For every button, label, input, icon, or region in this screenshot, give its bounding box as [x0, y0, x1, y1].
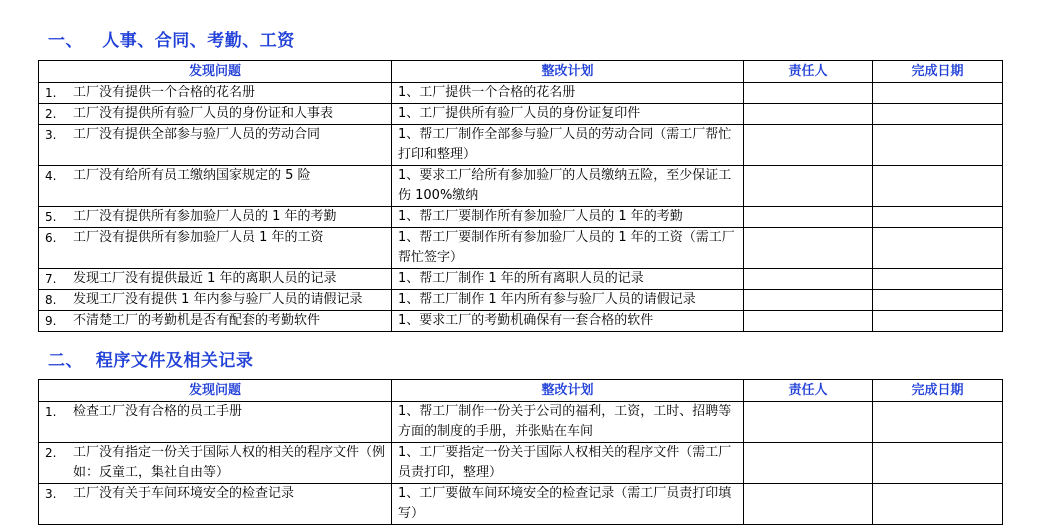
header-plan: 整改计划	[392, 61, 744, 83]
issue-cell	[39, 402, 392, 443]
owner-cell	[744, 207, 873, 228]
row-number: 3.	[45, 487, 57, 501]
owner-cell	[744, 228, 873, 269]
issue-cell	[39, 228, 392, 269]
row-number: 2.	[45, 107, 57, 121]
issue-text: 发现工厂没有提供 1 年内参与验厂人员的请假记录	[73, 292, 363, 307]
table-row	[39, 402, 1003, 443]
owner-cell	[744, 311, 873, 332]
owner-cell	[744, 104, 873, 125]
issues-table-1	[38, 60, 1003, 332]
table-row	[39, 166, 1003, 207]
date-cell	[873, 311, 1003, 332]
table-row	[39, 83, 1003, 104]
date-cell	[873, 125, 1003, 166]
row-number: 5.	[45, 210, 57, 224]
row-number: 1.	[45, 86, 57, 100]
table-row	[39, 207, 1003, 228]
issue-text: 工厂没有提供一个合格的花名册	[73, 85, 256, 100]
date-cell	[873, 443, 1003, 484]
issue-cell	[39, 125, 392, 166]
section-title-2: 二、 程序文件及相关记录	[48, 351, 254, 371]
date-cell	[873, 166, 1003, 207]
issue-cell	[39, 207, 392, 228]
row-number: 7.	[45, 272, 57, 286]
plan-cell: 1、帮工厂制作 1 年内所有参与验厂人员的请假记录	[392, 290, 744, 311]
table-header-row	[39, 380, 1003, 402]
issue-text: 工厂没有提供全部参与验厂人员的劳动合同	[73, 127, 321, 142]
date-cell	[873, 83, 1003, 104]
date-cell	[873, 104, 1003, 125]
plan-cell: 1、帮工厂制作一份关于公司的福利，工资，工时、招聘等方面的制度的手册，并张贴在车间	[392, 402, 744, 443]
plan-cell: 1、工厂提供一个合格的花名册	[392, 83, 744, 104]
issue-cell	[39, 104, 392, 125]
header-date: 完成日期	[873, 380, 1003, 402]
owner-cell	[744, 443, 873, 484]
table-row	[39, 104, 1003, 125]
row-number: 9.	[45, 314, 57, 328]
owner-cell	[744, 269, 873, 290]
header-issue: 发现问题	[39, 380, 392, 402]
row-number: 8.	[45, 293, 57, 307]
header-owner: 责任人	[744, 61, 873, 83]
plan-cell: 1、要求工厂给所有参加验厂的人员缴纳五险，至少保证工伤 100%缴纳	[392, 166, 744, 207]
plan-cell: 1、工厂要做车间环境安全的检查记录（需工厂员责打印填写）	[392, 484, 744, 525]
issues-table-2	[38, 379, 1003, 525]
issue-text: 工厂没有关于车间环境安全的检查记录	[73, 486, 295, 501]
date-cell	[873, 228, 1003, 269]
row-number: 6.	[45, 231, 57, 245]
plan-cell: 1、帮工厂要制作所有参加验厂人员的 1 年的工资（需工厂帮忙签字）	[392, 228, 744, 269]
table-header-row	[39, 61, 1003, 83]
plan-cell: 1、工厂要指定一份关于国际人权相关的程序文件（需工厂员责打印，整理）	[392, 443, 744, 484]
plan-cell: 1、工厂提供所有验厂人员的身份证复印件	[392, 104, 744, 125]
table-row	[39, 311, 1003, 332]
issue-text: 检查工厂没有合格的员工手册	[73, 404, 243, 419]
date-cell	[873, 484, 1003, 525]
date-cell	[873, 402, 1003, 443]
issue-text: 工厂没有提供所有参加验厂人员的 1 年的考勤	[73, 209, 337, 224]
table-row	[39, 484, 1003, 525]
issue-text: 工厂没有指定一份关于国际人权的相关的程序文件（例如：反童工，集社自由等）	[73, 445, 386, 480]
issue-cell	[39, 269, 392, 290]
owner-cell	[744, 125, 873, 166]
issue-text: 不清楚工厂的考勤机是否有配套的考勤软件	[73, 313, 321, 328]
owner-cell	[744, 402, 873, 443]
owner-cell	[744, 166, 873, 207]
header-owner: 责任人	[744, 380, 873, 402]
table-row	[39, 443, 1003, 484]
issue-text: 工厂没有提供所有参加验厂人员 1 年的工资	[73, 230, 324, 245]
date-cell	[873, 207, 1003, 228]
plan-cell: 1、要求工厂的考勤机确保有一套合格的软件	[392, 311, 744, 332]
plan-cell: 1、帮工厂要制作所有参加验厂人员的 1 年的考勤	[392, 207, 744, 228]
issue-cell	[39, 83, 392, 104]
date-cell	[873, 290, 1003, 311]
issue-cell	[39, 484, 392, 525]
plan-cell: 1、帮工厂制作 1 年的所有离职人员的记录	[392, 269, 744, 290]
owner-cell	[744, 83, 873, 104]
owner-cell	[744, 484, 873, 525]
table-row	[39, 290, 1003, 311]
date-cell	[873, 269, 1003, 290]
issue-text: 发现工厂没有提供最近 1 年的离职人员的记录	[73, 271, 337, 286]
issue-cell	[39, 166, 392, 207]
table-row	[39, 125, 1003, 166]
header-issue: 发现问题	[39, 61, 392, 83]
plan-cell: 1、帮工厂制作全部参与验厂人员的劳动合同（需工厂帮忙打印和整理）	[392, 125, 744, 166]
header-plan: 整改计划	[392, 380, 744, 402]
table-row	[39, 228, 1003, 269]
issue-cell	[39, 443, 392, 484]
row-number: 3.	[45, 128, 57, 142]
row-number: 2.	[45, 446, 57, 460]
row-number: 4.	[45, 169, 57, 183]
issue-cell	[39, 290, 392, 311]
section-title-1: 一、 人事、合同、考勤、工资	[48, 31, 295, 51]
issue-cell	[39, 311, 392, 332]
issue-text: 工厂没有提供所有验厂人员的身份证和人事表	[73, 106, 334, 121]
row-number: 1.	[45, 405, 57, 419]
table-row	[39, 269, 1003, 290]
owner-cell	[744, 290, 873, 311]
header-date: 完成日期	[873, 61, 1003, 83]
issue-text: 工厂没有给所有员工缴纳国家规定的 5 险	[73, 168, 311, 183]
